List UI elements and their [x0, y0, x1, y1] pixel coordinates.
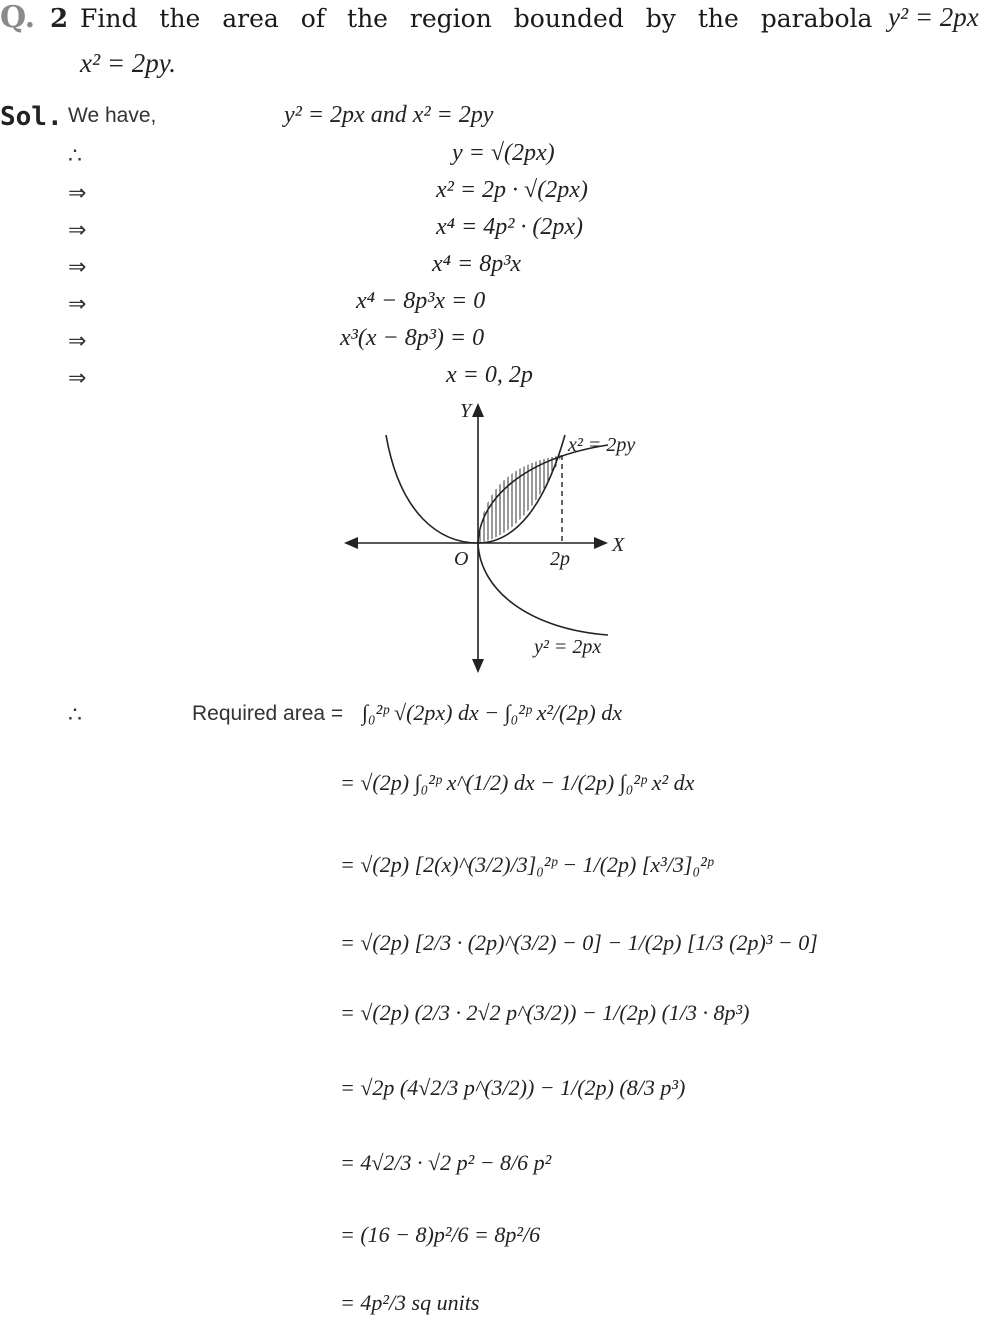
y-axis-label: Y	[460, 400, 472, 422]
step-4: x⁴ = 8p³x	[432, 251, 522, 277]
y-axis-bottom-arrow	[472, 659, 484, 673]
area-line-1: ∫₀²ᵖ √(2px) dx − ∫₀²ᵖ x²/(2p) dx	[362, 700, 622, 725]
curve-top-label: x² = 2py	[568, 434, 636, 456]
step-5: x⁴ − 8p³x = 0	[356, 288, 486, 314]
we-have-text: We have,	[68, 104, 157, 127]
implies-symbol-2: ⇒	[68, 217, 87, 242]
area-line-2: = √(2p) ∫₀²ᵖ x^(1/2) dx − 1/(2p) ∫₀²ᵖ x² dx	[340, 770, 695, 795]
question-line1: Find the area of the region bounded by the parabola	[80, 4, 873, 33]
question-label: Q.	[0, 0, 36, 35]
solution-label: Sol.	[0, 102, 63, 132]
question-eq1: y² = 2px	[888, 2, 979, 32]
area-figure	[330, 395, 690, 685]
question-number: 2	[50, 4, 69, 34]
step-7: x = 0, 2p	[446, 362, 533, 388]
step-6: x³(x − 8p³) = 0	[340, 325, 485, 351]
tick-2p-label: 2p	[550, 548, 570, 570]
area-line-9: = 4p²/3 sq units	[340, 1290, 480, 1315]
given-equations: y² = 2px and x² = 2py	[284, 102, 494, 128]
parabola-x2-2py	[386, 435, 565, 543]
x-axis-left-arrow	[344, 537, 358, 549]
required-area-label: Required area =	[192, 702, 344, 725]
step-1: y = √(2px)	[452, 140, 555, 166]
therefore-symbol-area: ∴	[68, 702, 82, 727]
area-line-8: = (16 − 8)p²/6 = 8p²/6	[340, 1222, 541, 1247]
area-line-4: = √(2p) [2/3 · (2p)^(3/2) − 0] − 1/(2p) [1/3 (2p)³ − 0]	[340, 930, 818, 955]
therefore-symbol: ∴	[68, 143, 82, 168]
question-eq2: x² = 2py.	[80, 48, 177, 78]
origin-label: O	[454, 548, 469, 570]
curve-bottom-label: y² = 2px	[534, 636, 602, 658]
question-text	[80, 4, 873, 33]
implies-symbol-3: ⇒	[68, 254, 87, 279]
step-2: x² = 2p · √(2px)	[436, 177, 588, 203]
implies-symbol-4: ⇒	[68, 291, 87, 316]
implies-symbol-5: ⇒	[68, 328, 87, 353]
area-line-6: = √2p (4√2/3 p^(3/2)) − 1/(2p) (8/3 p³)	[340, 1075, 686, 1100]
x-axis-right-arrow	[594, 537, 608, 549]
implies-symbol-1: ⇒	[68, 180, 87, 205]
implies-symbol-6: ⇒	[68, 365, 87, 390]
area-line-7: = 4√2/3 · √2 p² − 8/6 p²	[340, 1150, 552, 1175]
x-axis-label: X	[612, 534, 625, 556]
step-3: x⁴ = 4p² · (2px)	[436, 214, 584, 240]
area-line-5: = √(2p) (2/3 · 2√2 p^(3/2)) − 1/(2p) (1/3 · 8p³)	[340, 1000, 750, 1025]
area-line-3: = √(2p) [2(x)^(3/2)/3]₀²ᵖ − 1/(2p) [x³/3]₀²ᵖ	[340, 852, 713, 877]
y-axis-top-arrow	[472, 403, 484, 417]
